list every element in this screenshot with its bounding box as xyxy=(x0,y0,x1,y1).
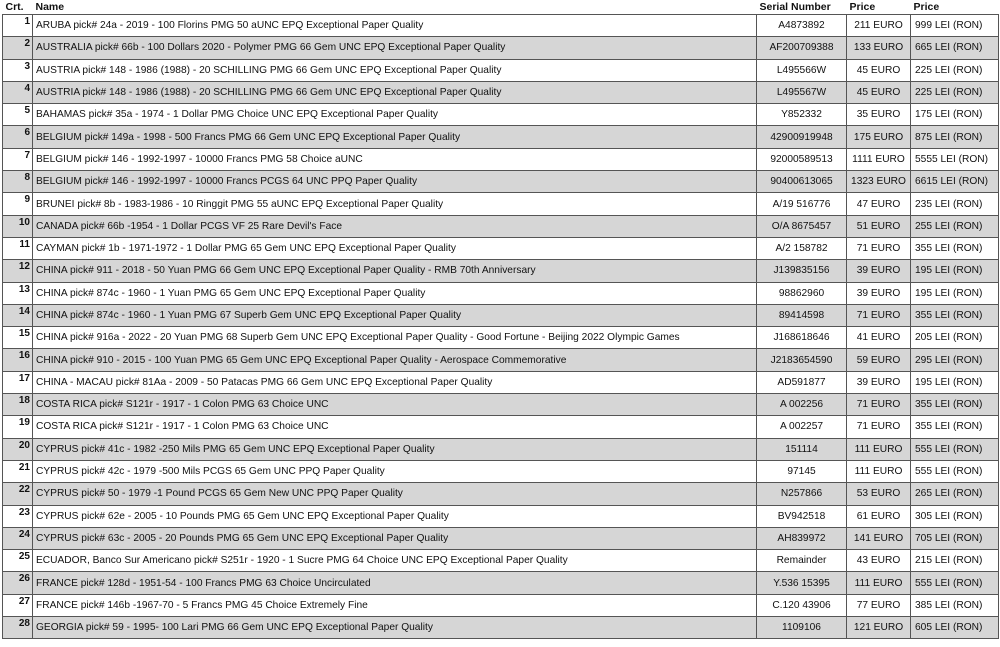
table-row xyxy=(3,550,999,572)
table-row xyxy=(3,416,999,438)
row-name: CHINA pick# 911 - 2018 - 50 Yuan PMG 66 Gem UNC EPQ Exceptional Paper Quality - RMB 70th Anniversary xyxy=(33,260,757,282)
row-serial-number: 92000589513 xyxy=(757,148,847,170)
row-price-euro: 71 EURO xyxy=(847,304,911,326)
row-price-lei: 195 LEI (RON) xyxy=(911,371,999,393)
row-price-euro: 141 EURO xyxy=(847,527,911,549)
table-row xyxy=(3,483,999,505)
row-serial-number: AH839972 xyxy=(757,527,847,549)
row-name: ARUBA pick# 24a - 2019 - 100 Florins PMG 50 aUNC EPQ Exceptional Paper Quality xyxy=(33,15,757,37)
row-price-lei: 195 LEI (RON) xyxy=(911,282,999,304)
row-serial-number: Remainder xyxy=(757,550,847,572)
row-serial-number: AD591877 xyxy=(757,371,847,393)
row-name: CHINA pick# 874c - 1960 - 1 Yuan PMG 67 Superb Gem UNC EPQ Exceptional Paper Quality xyxy=(33,304,757,326)
table-row xyxy=(3,148,999,170)
row-price-euro: 53 EURO xyxy=(847,483,911,505)
table-row xyxy=(3,460,999,482)
row-price-lei: 999 LEI (RON) xyxy=(911,15,999,37)
row-number: 13 xyxy=(3,282,33,304)
row-price-lei: 295 LEI (RON) xyxy=(911,349,999,371)
row-serial-number: 42900919948 xyxy=(757,126,847,148)
header-serial-number: Serial Number xyxy=(757,0,847,15)
header-price-euro: Price xyxy=(847,0,911,15)
row-price-euro: 175 EURO xyxy=(847,126,911,148)
row-name: AUSTRALIA pick# 66b - 100 Dollars 2020 - Polymer PMG 66 Gem UNC EPQ Exceptional Paper Quality xyxy=(33,37,757,59)
row-number: 2 xyxy=(3,37,33,59)
table-row xyxy=(3,171,999,193)
row-price-lei: 175 LEI (RON) xyxy=(911,104,999,126)
row-serial-number: Y852332 xyxy=(757,104,847,126)
row-number: 4 xyxy=(3,81,33,103)
row-number: 12 xyxy=(3,260,33,282)
header-price-lei: Price xyxy=(911,0,999,15)
row-price-lei: 355 LEI (RON) xyxy=(911,416,999,438)
row-number: 20 xyxy=(3,438,33,460)
row-price-lei: 255 LEI (RON) xyxy=(911,215,999,237)
row-price-lei: 385 LEI (RON) xyxy=(911,594,999,616)
row-name: CHINA pick# 910 - 2015 - 100 Yuan PMG 65 Gem UNC EPQ Exceptional Paper Quality - Aerospace Commemorative xyxy=(33,349,757,371)
row-serial-number: J139835156 xyxy=(757,260,847,282)
row-number: 18 xyxy=(3,394,33,416)
row-number: 22 xyxy=(3,483,33,505)
row-serial-number: A 002257 xyxy=(757,416,847,438)
row-number: 17 xyxy=(3,371,33,393)
row-price-euro: 77 EURO xyxy=(847,594,911,616)
row-price-euro: 39 EURO xyxy=(847,371,911,393)
row-price-euro: 35 EURO xyxy=(847,104,911,126)
row-name: CYPRUS pick# 63c - 2005 - 20 Pounds PMG 65 Gem UNC EPQ Exceptional Paper Quality xyxy=(33,527,757,549)
row-number: 1 xyxy=(3,15,33,37)
row-number: 7 xyxy=(3,148,33,170)
row-number: 21 xyxy=(3,460,33,482)
row-price-euro: 47 EURO xyxy=(847,193,911,215)
row-serial-number: L495566W xyxy=(757,59,847,81)
row-number: 3 xyxy=(3,59,33,81)
header-name: Name xyxy=(33,0,757,15)
row-price-euro: 1111 EURO xyxy=(847,148,911,170)
row-price-lei: 355 LEI (RON) xyxy=(911,304,999,326)
row-serial-number: 97145 xyxy=(757,460,847,482)
row-number: 11 xyxy=(3,237,33,259)
row-serial-number: A/19 516776 xyxy=(757,193,847,215)
table-row xyxy=(3,572,999,594)
row-number: 9 xyxy=(3,193,33,215)
row-name: BAHAMAS pick# 35a - 1974 - 1 Dollar PMG Choice UNC EPQ Exceptional Paper Quality xyxy=(33,104,757,126)
row-number: 19 xyxy=(3,416,33,438)
row-price-euro: 45 EURO xyxy=(847,81,911,103)
row-price-lei: 6615 LEI (RON) xyxy=(911,171,999,193)
row-serial-number: 98862960 xyxy=(757,282,847,304)
row-price-euro: 1323 EURO xyxy=(847,171,911,193)
row-price-lei: 225 LEI (RON) xyxy=(911,81,999,103)
table-row xyxy=(3,104,999,126)
row-price-euro: 43 EURO xyxy=(847,550,911,572)
row-name: CYPRUS pick# 50 - 1979 -1 Pound PCGS 65 Gem New UNC PPQ Paper Quality xyxy=(33,483,757,505)
row-name: BELGIUM pick# 149a - 1998 - 500 Francs PMG 66 Gem UNC EPQ Exceptional Paper Quality xyxy=(33,126,757,148)
row-name: ECUADOR, Banco Sur Americano pick# S251r - 1920 - 1 Sucre PMG 64 Choice UNC EPQ Exceptional Paper Quality xyxy=(33,550,757,572)
table-body xyxy=(3,15,999,639)
table-row xyxy=(3,15,999,37)
row-price-euro: 59 EURO xyxy=(847,349,911,371)
row-serial-number: AF200709388 xyxy=(757,37,847,59)
row-price-euro: 121 EURO xyxy=(847,617,911,639)
row-serial-number: O/A 8675457 xyxy=(757,215,847,237)
row-price-lei: 875 LEI (RON) xyxy=(911,126,999,148)
row-serial-number: A4873892 xyxy=(757,15,847,37)
row-name: BELGIUM pick# 146 - 1992-1997 - 10000 Francs PCGS 64 UNC PPQ Paper Quality xyxy=(33,171,757,193)
row-price-euro: 45 EURO xyxy=(847,59,911,81)
table-row xyxy=(3,59,999,81)
row-number: 15 xyxy=(3,327,33,349)
row-price-euro: 111 EURO xyxy=(847,572,911,594)
row-price-lei: 355 LEI (RON) xyxy=(911,394,999,416)
row-serial-number: 89414598 xyxy=(757,304,847,326)
row-name: CHINA pick# 916a - 2022 - 20 Yuan PMG 68 Superb Gem UNC EPQ Exceptional Paper Quality - Good Fortune - Beijing 2022 Olympic Games xyxy=(33,327,757,349)
row-name: CANADA pick# 66b -1954 - 1 Dollar PCGS VF 25 Rare Devil's Face xyxy=(33,215,757,237)
row-name: COSTA RICA pick# S121r - 1917 - 1 Colon PMG 63 Choice UNC xyxy=(33,416,757,438)
header-crt: Crt. xyxy=(3,0,33,15)
row-price-euro: 61 EURO xyxy=(847,505,911,527)
row-name: CHINA pick# 874c - 1960 - 1 Yuan PMG 65 Gem UNC EPQ Exceptional Paper Quality xyxy=(33,282,757,304)
row-name: CAYMAN pick# 1b - 1971-1972 - 1 Dollar PMG 65 Gem UNC EPQ Exceptional Paper Quality xyxy=(33,237,757,259)
row-serial-number: N257866 xyxy=(757,483,847,505)
row-price-lei: 5555 LEI (RON) xyxy=(911,148,999,170)
table-row xyxy=(3,81,999,103)
table-row xyxy=(3,394,999,416)
row-number: 26 xyxy=(3,572,33,594)
row-number: 28 xyxy=(3,617,33,639)
row-price-lei: 205 LEI (RON) xyxy=(911,327,999,349)
row-serial-number: J2183654590 xyxy=(757,349,847,371)
row-price-euro: 39 EURO xyxy=(847,282,911,304)
row-price-lei: 225 LEI (RON) xyxy=(911,59,999,81)
table-row xyxy=(3,594,999,616)
table-row xyxy=(3,505,999,527)
row-price-euro: 39 EURO xyxy=(847,260,911,282)
row-number: 23 xyxy=(3,505,33,527)
row-name: CYPRUS pick# 42c - 1979 -500 Mils PCGS 65 Gem UNC PPQ Paper Quality xyxy=(33,460,757,482)
row-name: COSTA RICA pick# S121r - 1917 - 1 Colon PMG 63 Choice UNC xyxy=(33,394,757,416)
row-name: GEORGIA pick# 59 - 1995- 100 Lari PMG 66 Gem UNC EPQ Exceptional Paper Quality xyxy=(33,617,757,639)
row-price-euro: 133 EURO xyxy=(847,37,911,59)
row-price-lei: 605 LEI (RON) xyxy=(911,617,999,639)
row-serial-number: A/2 158782 xyxy=(757,237,847,259)
row-name: BRUNEI pick# 8b - 1983-1986 - 10 Ringgit PMG 55 aUNC EPQ Exceptional Paper Quality xyxy=(33,193,757,215)
row-price-lei: 665 LEI (RON) xyxy=(911,37,999,59)
table-header xyxy=(3,0,999,15)
row-price-lei: 555 LEI (RON) xyxy=(911,460,999,482)
row-price-lei: 215 LEI (RON) xyxy=(911,550,999,572)
table-row xyxy=(3,304,999,326)
table-row xyxy=(3,282,999,304)
row-number: 6 xyxy=(3,126,33,148)
row-price-lei: 555 LEI (RON) xyxy=(911,572,999,594)
row-price-lei: 265 LEI (RON) xyxy=(911,483,999,505)
table-row xyxy=(3,617,999,639)
row-name: FRANCE pick# 128d - 1951-54 - 100 Francs PMG 63 Choice Uncirculated xyxy=(33,572,757,594)
row-price-euro: 111 EURO xyxy=(847,438,911,460)
row-price-euro: 71 EURO xyxy=(847,416,911,438)
row-serial-number: 1109106 xyxy=(757,617,847,639)
row-price-lei: 195 LEI (RON) xyxy=(911,260,999,282)
row-price-euro: 211 EURO xyxy=(847,15,911,37)
row-price-lei: 555 LEI (RON) xyxy=(911,438,999,460)
row-serial-number: 90400613065 xyxy=(757,171,847,193)
row-price-euro: 51 EURO xyxy=(847,215,911,237)
row-name: FRANCE pick# 146b -1967-70 - 5 Francs PMG 45 Choice Extremely Fine xyxy=(33,594,757,616)
row-price-euro: 41 EURO xyxy=(847,327,911,349)
row-price-lei: 705 LEI (RON) xyxy=(911,527,999,549)
row-name: BELGIUM pick# 146 - 1992-1997 - 10000 Francs PMG 58 Choice aUNC xyxy=(33,148,757,170)
row-price-lei: 355 LEI (RON) xyxy=(911,237,999,259)
table-row xyxy=(3,371,999,393)
header-row xyxy=(3,0,999,15)
row-price-euro: 111 EURO xyxy=(847,460,911,482)
row-serial-number: A 002256 xyxy=(757,394,847,416)
row-number: 25 xyxy=(3,550,33,572)
table-row xyxy=(3,438,999,460)
row-price-lei: 305 LEI (RON) xyxy=(911,505,999,527)
row-number: 5 xyxy=(3,104,33,126)
table-row xyxy=(3,327,999,349)
table-row xyxy=(3,237,999,259)
row-name: CHINA - MACAU pick# 81Aa - 2009 - 50 Patacas PMG 66 Gem UNC EPQ Exceptional Paper Quality xyxy=(33,371,757,393)
row-serial-number: J168618646 xyxy=(757,327,847,349)
row-serial-number: 151114 xyxy=(757,438,847,460)
row-name: CYPRUS pick# 62e - 2005 - 10 Pounds PMG 65 Gem UNC EPQ Exceptional Paper Quality xyxy=(33,505,757,527)
table-row xyxy=(3,260,999,282)
row-serial-number: L495567W xyxy=(757,81,847,103)
row-name: AUSTRIA pick# 148 - 1986 (1988) - 20 SCHILLING PMG 66 Gem UNC EPQ Exceptional Paper Quality xyxy=(33,81,757,103)
row-price-lei: 235 LEI (RON) xyxy=(911,193,999,215)
row-number: 16 xyxy=(3,349,33,371)
row-number: 10 xyxy=(3,215,33,237)
row-number: 27 xyxy=(3,594,33,616)
row-number: 8 xyxy=(3,171,33,193)
row-number: 24 xyxy=(3,527,33,549)
table-row xyxy=(3,193,999,215)
row-serial-number: BV942518 xyxy=(757,505,847,527)
table-row xyxy=(3,527,999,549)
row-price-euro: 71 EURO xyxy=(847,237,911,259)
row-serial-number: Y.536 15395 xyxy=(757,572,847,594)
row-number: 14 xyxy=(3,304,33,326)
row-name: AUSTRIA pick# 148 - 1986 (1988) - 20 SCHILLING PMG 66 Gem UNC EPQ Exceptional Paper Quality xyxy=(33,59,757,81)
row-price-euro: 71 EURO xyxy=(847,394,911,416)
row-serial-number: C.120 43906 xyxy=(757,594,847,616)
table-row xyxy=(3,37,999,59)
table-row xyxy=(3,349,999,371)
price-table xyxy=(2,0,999,639)
table-row xyxy=(3,126,999,148)
row-name: CYPRUS pick# 41c - 1982 -250 Mils PMG 65 Gem UNC EPQ Exceptional Paper Quality xyxy=(33,438,757,460)
table-row xyxy=(3,215,999,237)
